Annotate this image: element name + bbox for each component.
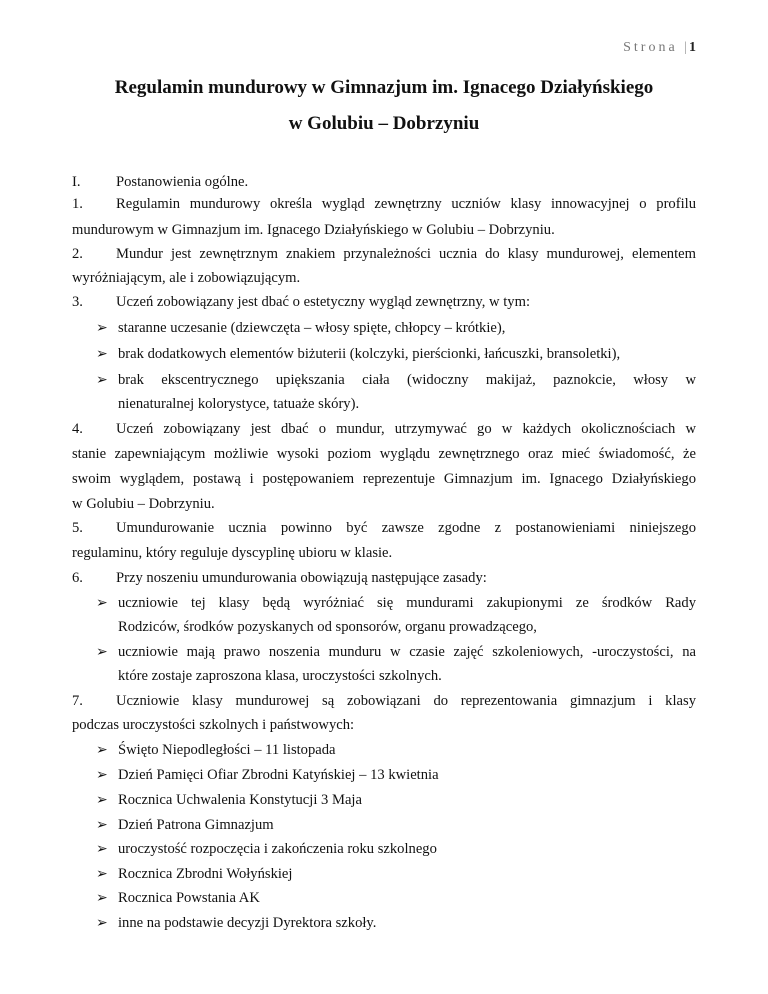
bullet-arrow-icon: ➢ [96,818,108,833]
section-heading-text: Postanowienia ogólne. [116,174,249,190]
list-item: staranne uczesanie (dziewczęta – włosy spięte, chłopcy – krótkie), [118,320,506,336]
paragraph-text: Uczeń zobowiązany jest dbać o estetyczny wygląd zewnętrzny, w tym: [116,294,531,310]
paragraph-5 [72,520,696,537]
list-item: brak dodatkowych elementów biżuterii (kolczyki, pierścionki, łańcuszki, bransoletki), [118,346,621,362]
paragraph-number: 3. [72,294,83,310]
list-item: uczniowie mają prawo noszenia munduru w czasie zajęć szkoleniowych, -uroczystości, na [118,644,696,660]
list-item: inne na podstawie decyzji Dyrektora szkoły. [118,915,377,931]
paragraph-number: 2. [72,246,83,262]
bullet-arrow-icon: ➢ [96,842,108,857]
page-number: 1 [689,40,696,55]
paragraph-number: 1. [72,196,83,212]
list-item: brak ekscentrycznego upiększania ciała (widoczny makijaż, paznokcie, włosy w [118,372,696,388]
paragraph-7 [72,693,696,710]
paragraph-4-line-3: swoim wyglądem, postawą i postępowaniem reprezentuje Gimnazjum im. Ignacego Działyńskiego [72,471,696,487]
paragraph-1 [72,196,696,213]
paragraph-5-line-2: regulaminu, który reguluje dyscyplinę ubioru w klasie. [72,545,393,561]
bullet-arrow-icon: ➢ [96,768,108,783]
paragraph-text: Uczeń zobowiązany jest dbać o mundur, utrzymywać go w każdych okolicznościach w [116,421,696,437]
list-item-continuation: nienaturalnej kolorystyce, tatuaże skóry). [118,396,360,412]
paragraph-3 [72,294,696,311]
paragraph-4 [72,421,696,438]
paragraph-6 [72,570,696,587]
section-heading [72,174,696,191]
paragraph-4-line-4: w Golubiu – Dobrzyniu. [72,496,215,512]
paragraph-text: Umundurowanie ucznia powinno być zawsze zgodne z postanowieniami niniejszego [116,520,696,536]
bullet-arrow-icon: ➢ [96,916,108,931]
bullet-arrow-icon: ➢ [96,891,108,906]
bullet-arrow-icon: ➢ [96,867,108,882]
paragraph-text: Mundur jest zewnętrznym znakiem przynależności ucznia do klasy mundurowej, elementem [116,246,696,262]
paragraph-2 [72,246,696,263]
bullet-arrow-icon: ➢ [96,596,108,611]
list-item-continuation: które zostaje zaproszona klasa, uroczystości szkolnych. [118,668,442,684]
list-item: Święto Niepodległości – 11 listopada [118,742,336,758]
paragraph-number: 7. [72,693,83,709]
paragraph-number: 6. [72,570,83,586]
page-header [623,40,696,56]
paragraph-2-line-2: wyróżniającym, ale i zobowiązującym. [72,270,301,286]
list-item: uroczystość rozpoczęcia i zakończenia roku szkolnego [118,841,437,857]
bullet-arrow-icon: ➢ [96,743,108,758]
list-item-continuation: Rodziców, środków pozyskanych od sponsorów, organu prowadzącego, [118,619,537,635]
document-title-line-1: Regulamin mundurowy w Gimnazjum im. Ignacego Działyńskiego [114,77,654,98]
section-number: I. [72,174,81,190]
list-item: uczniowie tej klasy będą wyróżniać się mundurami zakupionymi ze środków Rady [118,595,696,611]
document-title-line-2: w Golubiu – Dobrzyniu [288,113,480,134]
bullet-arrow-icon: ➢ [96,793,108,808]
bullet-arrow-icon: ➢ [96,373,108,388]
bullet-arrow-icon: ➢ [96,347,108,362]
list-item: Dzień Patrona Gimnazjum [118,817,274,833]
list-item: Rocznica Powstania AK [118,890,260,906]
paragraph-7-line-2: podczas uroczystości szkolnych i państwowych: [72,717,355,733]
list-item: Rocznica Zbrodni Wołyńskiej [118,866,293,882]
list-item: Dzień Pamięci Ofiar Zbrodni Katyńskiej – 13 kwietnia [118,767,439,783]
paragraph-number: 4. [72,421,83,437]
paragraph-text: Uczniowie klasy mundurowej są zobowiązani do reprezentowania gimnazjum i klasy [116,693,696,709]
paragraph-text: Przy noszeniu umundurowania obowiązują następujące zasady: [116,570,487,586]
paragraph-4-line-2: stanie zapewniającym możliwie wysoki poziom wyglądu zewnętrznego oraz mieć świadomość, że [72,446,696,462]
paragraph-1-line-2: mundurowym w Gimnazjum im. Ignacego Działyńskiego w Golubiu – Dobrzyniu. [72,222,555,238]
bullet-arrow-icon: ➢ [96,645,108,660]
list-item: Rocznica Uchwalenia Konstytucji 3 Maja [118,792,362,808]
page-separator: | [684,40,687,55]
paragraph-text: Regulamin mundurowy określa wygląd zewnętrzny uczniów klasy innowacyjnej o profilu [116,196,696,212]
bullet-arrow-icon: ➢ [96,321,108,336]
page-label: Strona [623,40,678,55]
paragraph-number: 5. [72,520,83,536]
